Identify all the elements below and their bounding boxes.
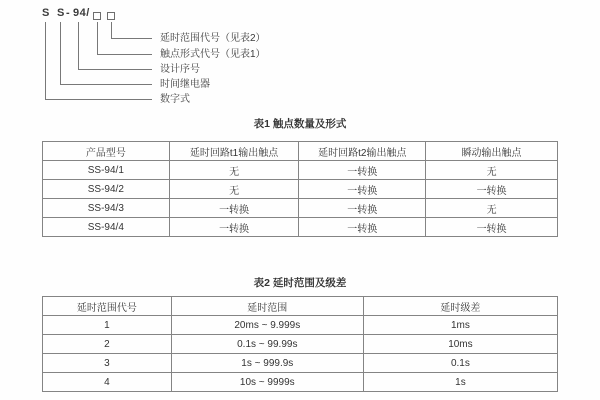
table2-cell-code: 4: [43, 373, 172, 392]
table1-cell-model: SS-94/4: [43, 218, 170, 237]
table1-cell: 一转换: [299, 218, 426, 237]
table1-cell-model: SS-94/2: [43, 180, 170, 199]
table1-header-cell: 产品型号: [43, 142, 170, 161]
table2-cell-step: 1s: [363, 373, 557, 392]
table1-cell: 一转换: [299, 180, 426, 199]
table2-cell-code: 1: [43, 316, 172, 335]
table1-header-row: [43, 142, 558, 161]
diagram-label-contact-form-code: 触点形式代号（见表1）: [160, 49, 266, 60]
table1-row: [43, 161, 558, 180]
table2-header-cell: 延时范围代号: [43, 297, 172, 316]
table1-cell: 一转换: [169, 199, 299, 218]
table2-cell-code: 2: [43, 335, 172, 354]
table2-row: [43, 354, 558, 373]
table2-header-cell: 延时范围: [171, 297, 363, 316]
table1-cell: 一转换: [426, 218, 558, 237]
table2-row: [43, 316, 558, 335]
code-dash: -: [66, 7, 71, 19]
diagram-label-serial-number: 设计序号: [160, 64, 200, 75]
table2-cell-code: 3: [43, 354, 172, 373]
table1-header-cell: 延时回路t1输出触点: [169, 142, 299, 161]
table1-cell: 无: [169, 180, 299, 199]
diagram-label-delay-range-code: 延时范围代号（见表2）: [160, 33, 266, 44]
code-letter-digital: S: [42, 7, 50, 19]
table1-cell: 无: [169, 161, 299, 180]
code-serial-number: 94/: [73, 7, 90, 19]
table1-cell: 一转换: [299, 161, 426, 180]
table1-cell: 无: [426, 161, 558, 180]
code-letter-time-relay: S: [57, 7, 65, 19]
table2-cell-range: 20ms ~ 9.999s: [171, 316, 363, 335]
connector-line-digital: [45, 22, 152, 100]
table1-cell: 一转换: [299, 199, 426, 218]
delay-range-code-box: [107, 12, 115, 20]
table2-row: [43, 373, 558, 392]
table2-header-cell: 延时级差: [363, 297, 557, 316]
table2-cell-step: 0.1s: [363, 354, 557, 373]
table1-cell-model: SS-94/3: [43, 199, 170, 218]
diagram-label-time-relay: 时间继电器: [160, 79, 210, 90]
table2-cell-step: 10ms: [363, 335, 557, 354]
table1-contact-forms: [42, 141, 558, 237]
table1-cell: 无: [426, 199, 558, 218]
table2-cell-range: 10s ~ 9999s: [171, 373, 363, 392]
table2-cell-range: 1s ~ 999.9s: [171, 354, 363, 373]
table1-cell: 一转换: [426, 180, 558, 199]
diagram-label-digital-type: 数字式: [160, 94, 190, 105]
table1-header-cell: 延时回路t2输出触点: [299, 142, 426, 161]
table2-cell-range: 0.1s ~ 99.99s: [171, 335, 363, 354]
table2-row: [43, 335, 558, 354]
table2-cell-step: 1ms: [363, 316, 557, 335]
table2-delay-ranges: [42, 296, 558, 392]
table1-header-cell: 瞬动输出触点: [426, 142, 558, 161]
table2-title: 表2 延时范围及级差: [253, 277, 347, 289]
table1-cell-model: SS-94/1: [43, 161, 170, 180]
table1-row: [43, 199, 558, 218]
table1-row: [43, 180, 558, 199]
contact-form-code-box: [93, 12, 101, 20]
table1-title: 表1 触点数量及形式: [253, 118, 347, 130]
table1-cell: 一转换: [169, 218, 299, 237]
table1-row: [43, 218, 558, 237]
table2-header-row: [43, 297, 558, 316]
